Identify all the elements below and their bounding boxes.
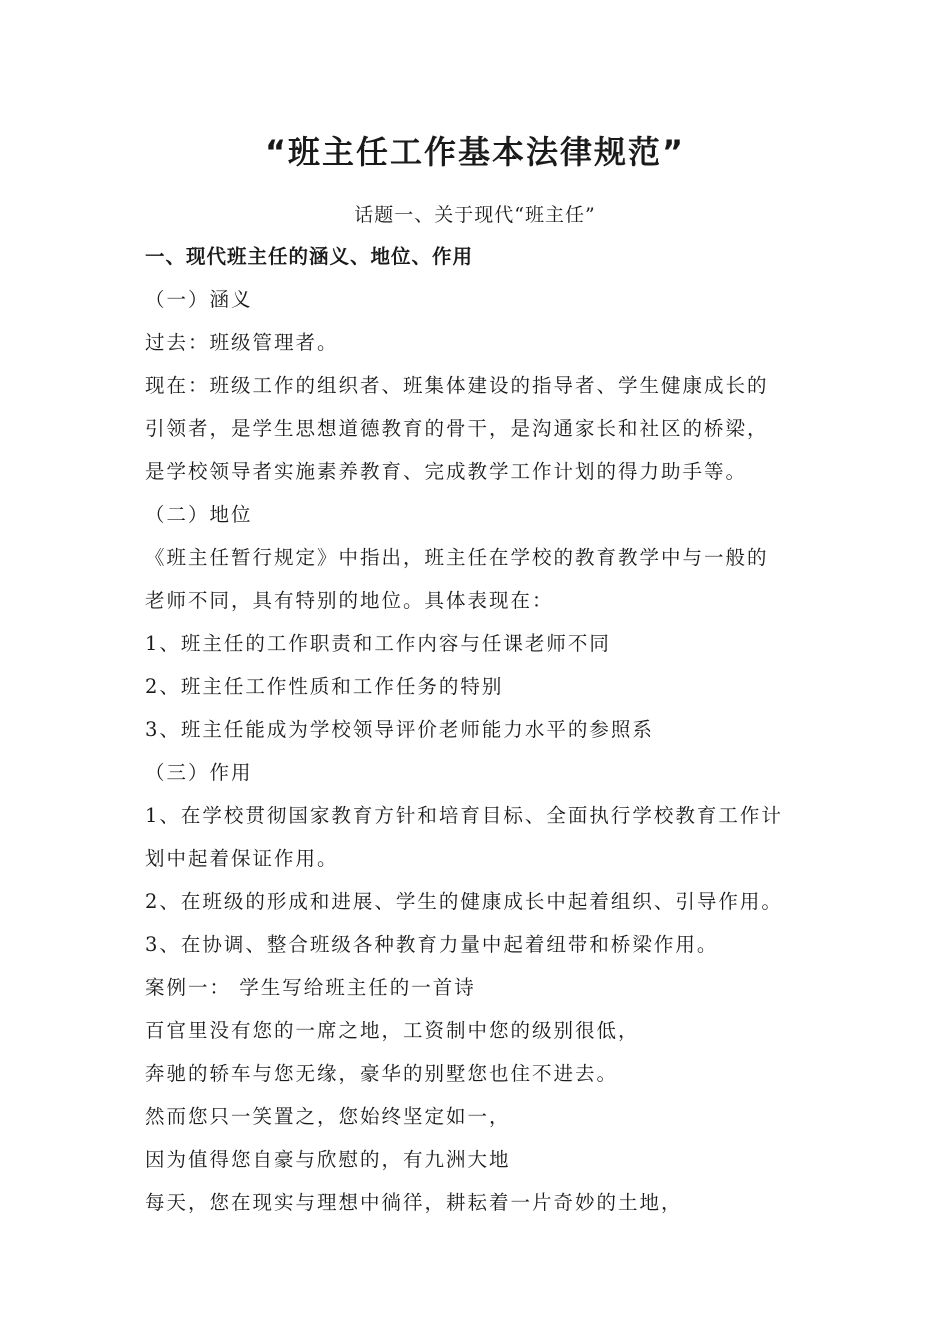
text-line: 百官里没有您的一席之地，工资制中您的级别很低，	[145, 1019, 640, 1042]
text-line: 是学校领导者实施素养教育、完成教学工作计划的得力助手等。	[145, 460, 748, 483]
text-line: 然而您只一笑置之，您始终坚定如一，	[145, 1105, 511, 1128]
document-body	[145, 240, 845, 1229]
text-line: 因为值得您自豪与欣慰的，有九洲大地	[145, 1148, 511, 1171]
text-line: 3、班主任能成为学校领导评价老师能力水平的参照系	[145, 718, 654, 741]
document-title: “班主任工作基本法律规范”	[264, 133, 686, 171]
text-line: 划中起着保证作用。	[145, 847, 339, 870]
text-line: 《班主任暂行规定》中指出，班主任在学校的教育教学中与一般的	[145, 546, 769, 569]
text-line: 每天，您在现实与理想中徜徉，耕耘着一片奇妙的土地，	[145, 1191, 683, 1214]
text-line: 奔驰的轿车与您无缘，豪华的别墅您也住不进去。	[145, 1062, 619, 1085]
text-line: 2、在班级的形成和进展、学生的健康成长中起着组织、引导作用。	[145, 890, 783, 913]
text-line: 1、在学校贯彻国家教育方针和培育目标、全面执行学校教育工作计	[145, 804, 783, 827]
text-line: （二）地位	[145, 503, 253, 526]
text-line: 2、班主任工作性质和工作任务的特别	[145, 675, 504, 698]
section-heading: 一、现代班主任的涵义、地位、作用	[145, 245, 474, 268]
text-line: （三）作用	[145, 761, 253, 784]
document-subtitle: 话题一、关于现代“班主任”	[354, 204, 596, 226]
text-line: 现在：班级工作的组织者、班集体建设的指导者、学生健康成长的	[145, 374, 769, 397]
text-line: 3、在协调、整合班级各种教育力量中起着纽带和桥梁作用。	[145, 933, 719, 956]
text-line: 1、班主任的工作职责和工作内容与任课老师不同	[145, 632, 611, 655]
text-line: 案例一： 学生写给班主任的一首诗	[145, 976, 476, 999]
text-line: 老师不同，具有特别的地位。具体表现在：	[145, 589, 554, 612]
text-line: （一）涵义	[145, 288, 253, 311]
text-line: 引领者，是学生思想道德教育的骨干，是沟通家长和社区的桥梁，	[145, 417, 769, 440]
text-line: 过去：班级管理者。	[145, 331, 339, 354]
